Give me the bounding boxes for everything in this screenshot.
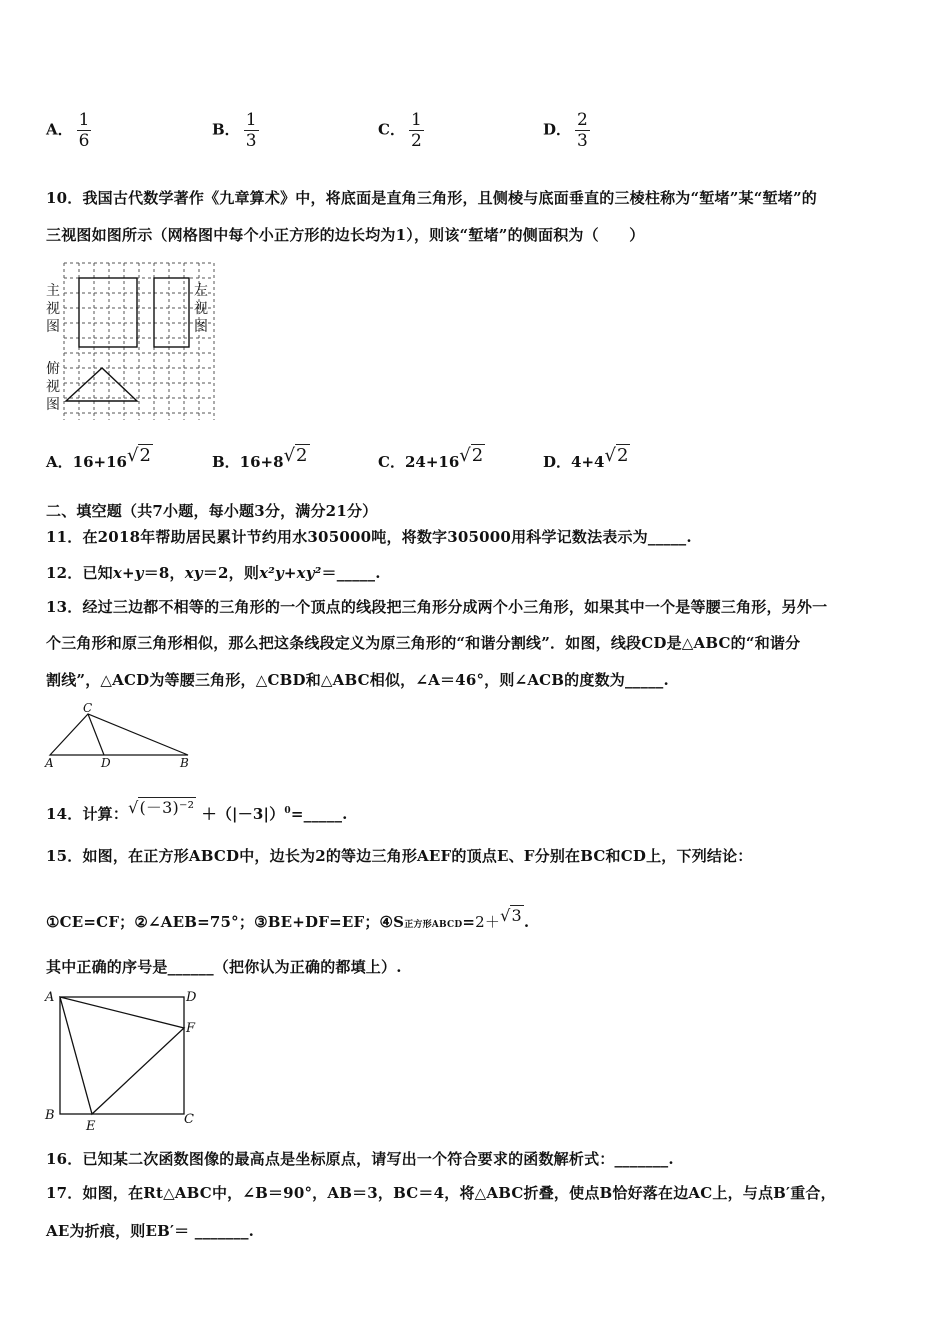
svg-text:视: 视: [46, 301, 60, 317]
label-d: D: [186, 990, 197, 1005]
q9-option-d: D． $\frac{2}{3}$: [543, 110, 588, 151]
top-label-1: 俯: [46, 361, 60, 377]
label-a: A: [45, 990, 55, 1005]
q13-line3: 割线”，△ACD为等腰三角形，△CBD和△ABC相似，∠A＝46°，则∠ACB的度数为_____.: [46, 671, 669, 689]
section-2-heading: 二、填空题（共7小题，每小题3分，满分21分）: [46, 502, 378, 520]
label-b: B: [180, 756, 189, 770]
label-b: B: [45, 1108, 55, 1123]
q13-triangle-figure: [40, 700, 200, 772]
svg-text:视: 视: [194, 301, 208, 317]
label-f: F: [186, 1021, 196, 1036]
left-label-1: 左: [194, 283, 208, 299]
q15-square-figure: [40, 985, 205, 1133]
front-view-rect: [79, 278, 137, 347]
svg-text:图: 图: [194, 319, 208, 335]
q10-line2: 三视图如图所示（网格图中每个小正方形的边长均为1），则该“堑堵”的侧面积为（ ）: [46, 226, 645, 244]
label-a: A: [45, 756, 54, 770]
q9-option-b: B． $\frac{1}{3}$: [212, 110, 257, 151]
q13-line2: 个三角形和原三角形相似，那么把这条线段定义为原三角形的“和谐分割线”．如图，线段CD是△ABC的“和谐分: [46, 634, 801, 652]
q10-three-view-figure: [42, 255, 222, 425]
q15-line1: 15．如图，在正方形ABCD中，边长为2的等边三角形AEF的顶点E、F分别在BC和CD上，下列结论：: [46, 847, 753, 865]
svg-text:图: 图: [46, 397, 60, 413]
q10-option-a: A．16+16√2: [46, 445, 151, 471]
q13-line1: 13．经过三边都不相等的三角形的一个顶点的线段把三角形分成两个小三角形，如果其中一个是等腰三角形，另外一: [46, 598, 828, 616]
q11: 11．在2018年帮助居民累计节约用水305000吨，将数字305000用科学记数法表示为_____.: [46, 528, 692, 546]
q10-option-b: B．16+8√2: [212, 445, 308, 471]
q9-option-a: A． $\frac{1}{6}$: [46, 110, 90, 151]
q16: 16．已知某二次函数图像的最高点是坐标原点，请写出一个符合要求的函数解析式：_______.: [46, 1150, 674, 1168]
top-view-triangle: [66, 368, 137, 401]
front-label-1: 主: [46, 283, 60, 299]
label-c: C: [184, 1112, 194, 1127]
label-e: E: [86, 1119, 96, 1133]
q14: 14．计算：$√(-3)^{-2} +(|-3|)^0=\_\_\_\_\_$.: [46, 798, 348, 823]
q9-option-c: C． $\frac{1}{2}$: [378, 110, 422, 151]
svg-text:图: 图: [46, 319, 60, 335]
svg-text:视: 视: [46, 379, 60, 395]
q17-line2: AE为折痕，则EB′＝ _______.: [46, 1222, 255, 1240]
q15-line3: 其中正确的序号是______（把你认为正确的都填上）.: [46, 958, 402, 976]
label-c: C: [83, 701, 93, 715]
q17-line1: 17．如图，在Rt△ABC中，∠B＝90°，AB＝3，BC＝4，将△ABC折叠，使点B恰好落在边AC上，与点B′重合，: [46, 1184, 836, 1202]
q10-option-d: D．4+4√2: [543, 445, 629, 471]
q12: 12．已知x+y＝8，xy＝2，则x²y+xy²＝_____.: [46, 564, 381, 582]
q15-line2: ①CE=CF；②∠AEB=75°；③BE+DF=EF；④S正方形ABCD=2＋√3 .: [46, 906, 530, 931]
label-d: D: [101, 756, 111, 770]
q10-option-c: C．24+16√2: [378, 445, 484, 471]
q10-line1: 10．我国古代数学著作《九章算术》中，将底面是直角三角形，且侧棱与底面垂直的三棱柱称为“堑堵”某“堑堵”的: [46, 189, 817, 207]
